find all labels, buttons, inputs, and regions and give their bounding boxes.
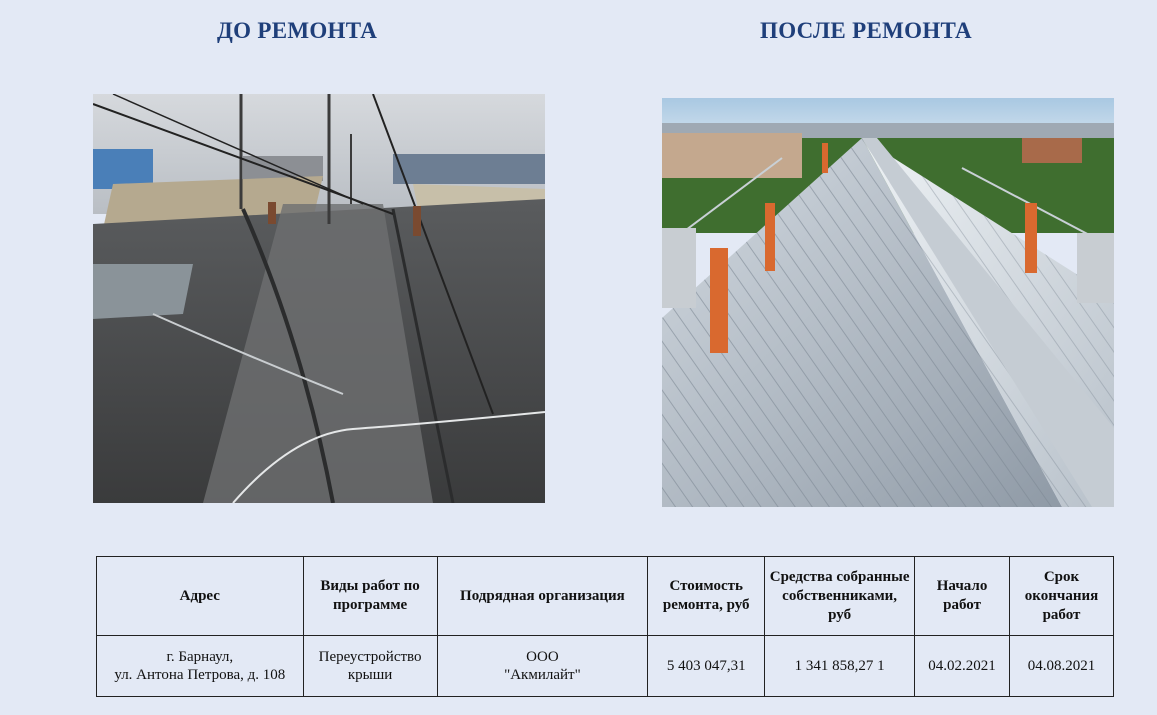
address-cell [97,636,304,697]
end-date-cell: 04.08.2021 [1010,636,1114,697]
header-contractor: Подрядная организация [437,557,648,636]
header-address: Адрес [97,557,304,636]
start-date-cell: 04.02.2021 [915,636,1010,697]
header-owners-funds: Средства собранные собственниками, руб [765,557,915,636]
table-row [97,636,1114,697]
contractor-cell [437,636,648,697]
header-end: Срок окончания работ [1010,557,1114,636]
after-repair-heading: ПОСЛЕ РЕМОНТА [760,18,972,43]
owners-funds-cell: 1 341 858,27 1 [765,636,915,697]
cost-cell: 5 403 047,31 [648,636,765,697]
repair-info-table [96,556,1114,697]
header-start: Начало работ [915,557,1010,636]
header-cost: Стоимость ремонта, руб [648,557,765,636]
work-type-cell: Переустройство крыши [303,636,437,697]
roof-before-photo [93,94,545,503]
contractor-name: "Акмилайт" [504,667,581,683]
contractor-form: ООО [526,649,559,665]
address-city: г. Барнаул, [166,649,234,665]
header-work-type: Виды работ по программе [303,557,437,636]
roof-after-photo [662,98,1114,507]
table-header-row [97,557,1114,636]
address-street: ул. Антона Петрова, д. 108 [114,667,286,683]
before-repair-heading: ДО РЕМОНТА [217,18,378,43]
